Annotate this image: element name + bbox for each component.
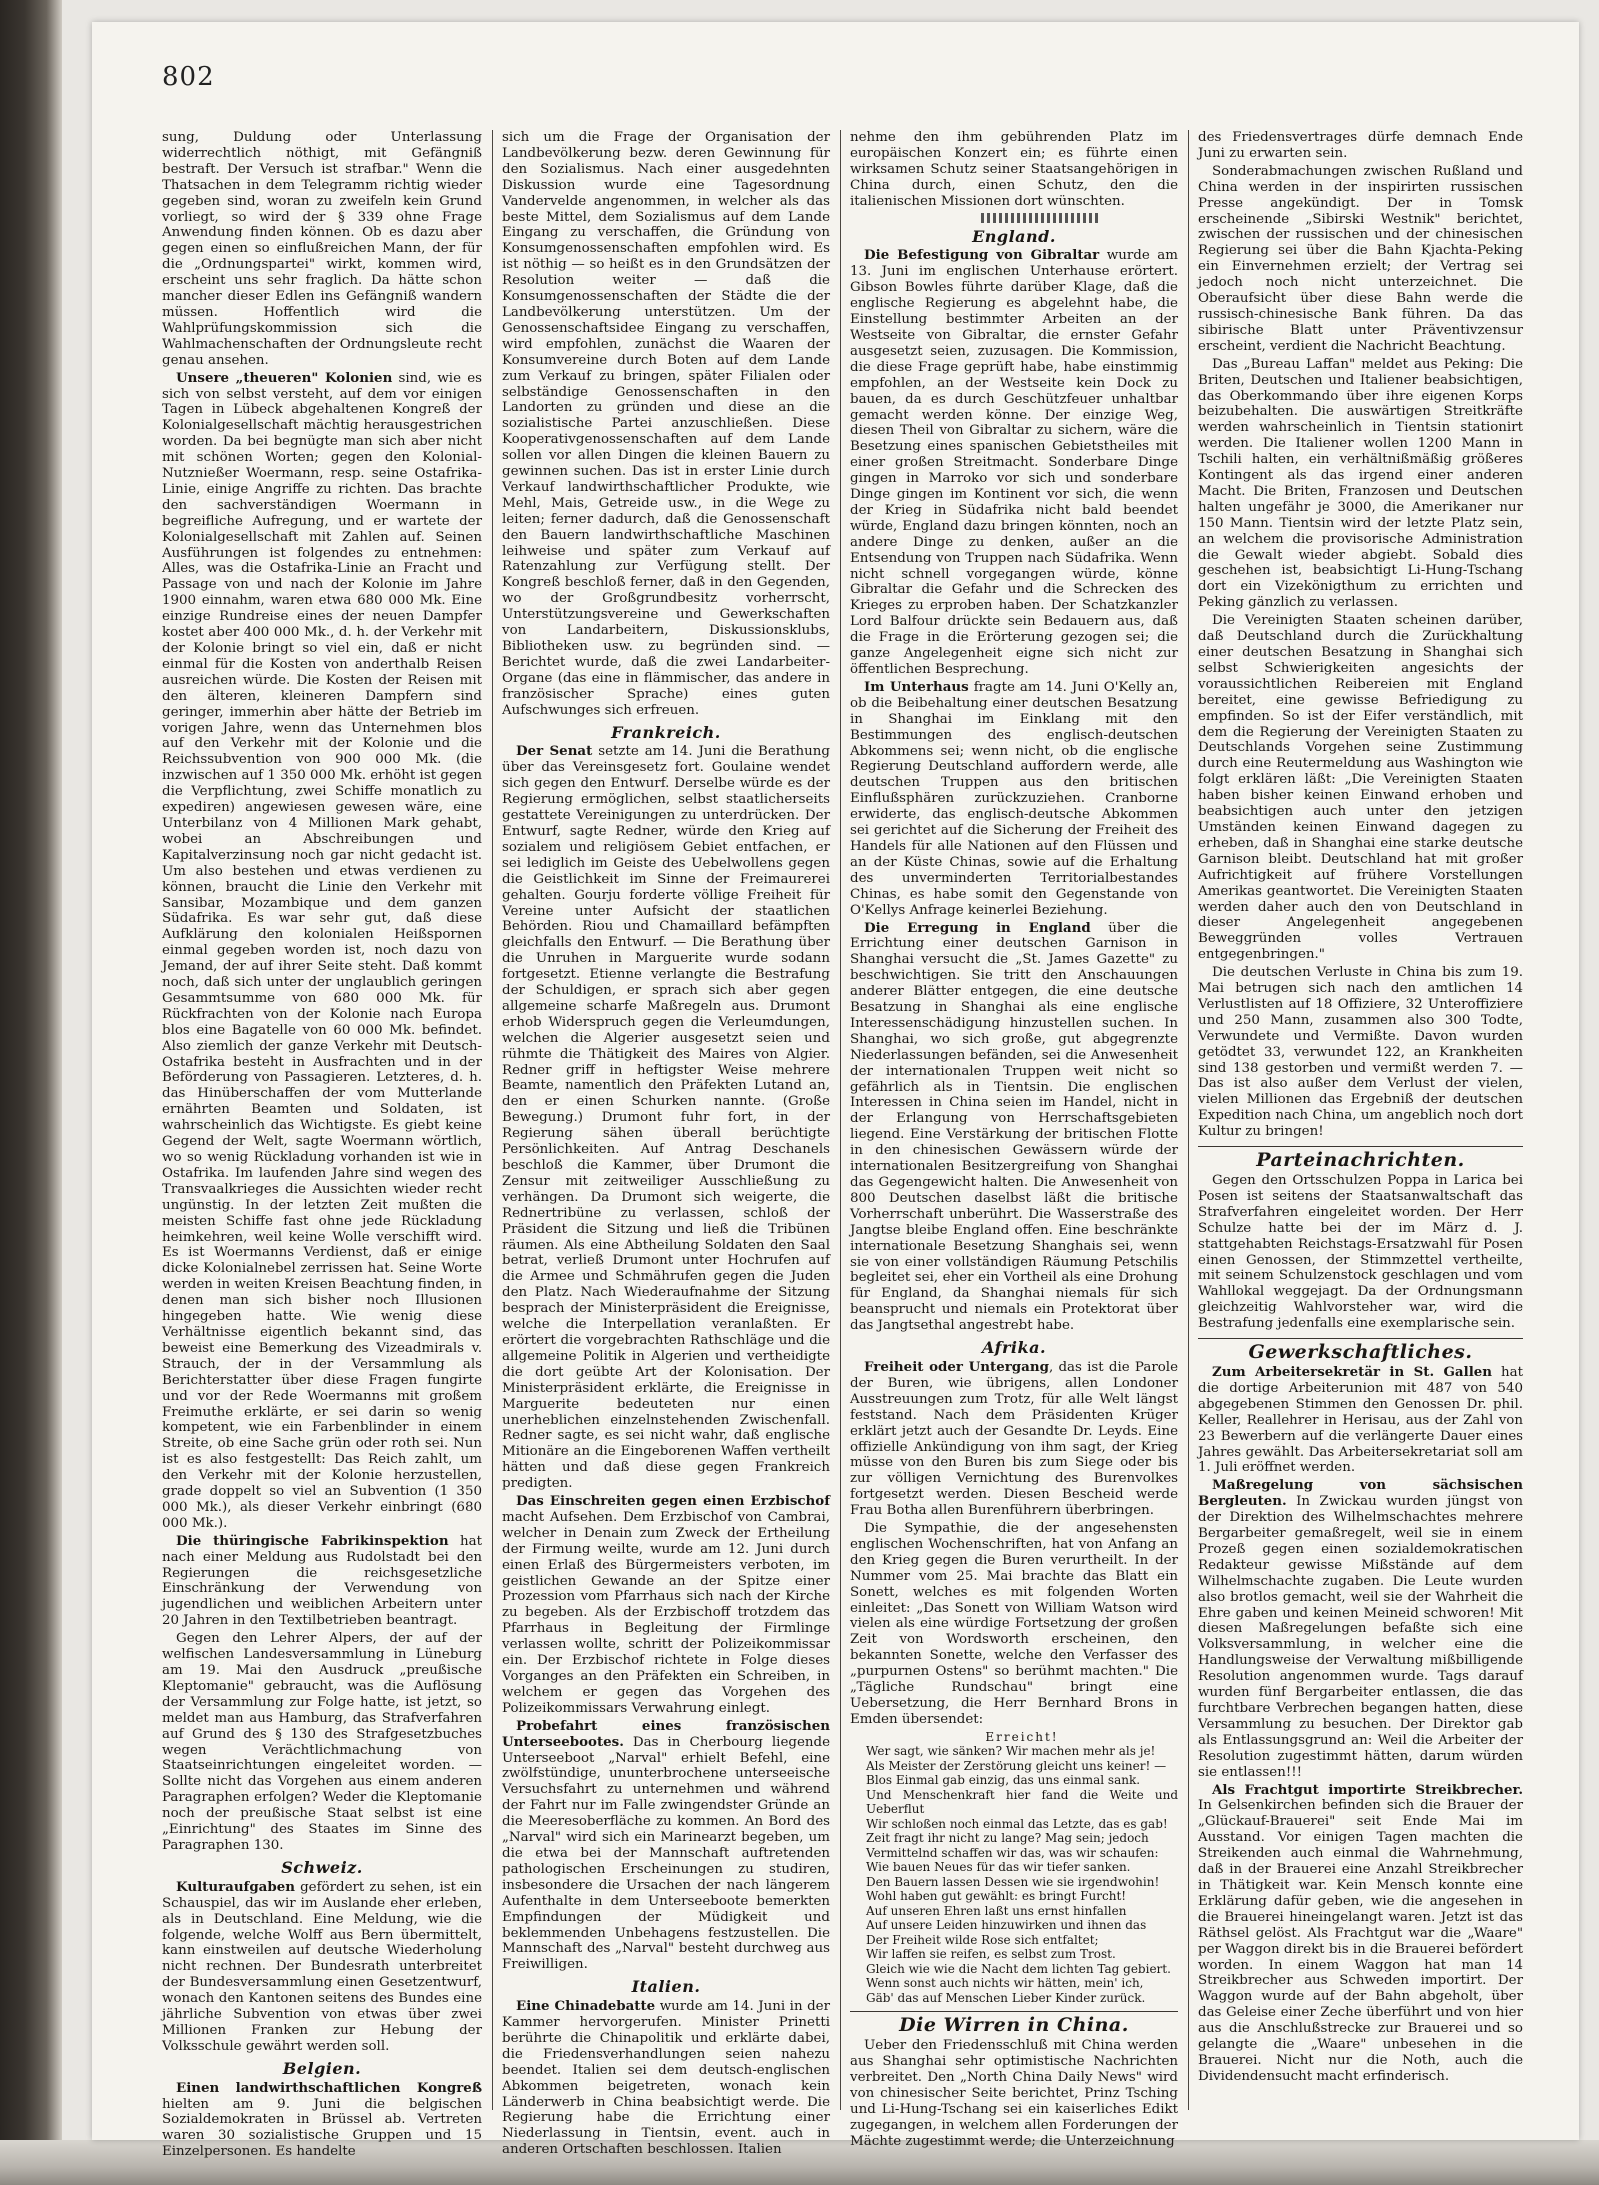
- paragraph-text: Die Vereinigten Staaten scheinen darüber, daß Deutschland durch die Zurückhaltung einer deutschen Besatzung in Shanghai sich selbst Schwierigkeiten angesichts der voraussichtlichen Reibereien mit England bereitet, eine gewisse Befriedigung zu empfinden. So ist der Eifer verständlich, mit dem die Regierung der Vereinigten Staaten zu Deutschlands Vorgehen seine Zustimmung durch eine Reutermeldung aus Washington wie folgt erklären läßt: „Die Vereinigten Staaten haben bisher keinen Einwand erhoben und beabsichtigen auch unter den jetzigen Umständen keinen Einwand dagegen zu erheben, daß in Shanghai eine starke deutsche Garnison bleibt. Deutschland hat mit großer Aufrichtigkeit auf frühere Vorstellungen Amerikas geantwortet. Die Vereinigten Staaten werden daher auch den von Deutschland in dieser Angelegenheit angegebenen Beweggründen volles Vertrauen entgegenbringen.": [1198, 613, 1523, 963]
- article-lead: Zum Arbeitersekretär in St. Gallen: [1212, 1363, 1493, 1380]
- paragraph-text: Das in Cherbourg liegende Unterseeboot „Narval" erhielt Befehl, eine zwölfstündige, ununterbrochene unterseeische Versuchsfahrt zu unternehmen und während der Fahrt nur im Falle zwingendster Gründe an die Meeresoberfläche zu kommen. An Bord des „Narval" wird sich ein Marinearzt begeben, um die etwa bei der Mannschaft auftretenden pathologischen Erscheinungen zu studiren, insbesondere die Ursachen der nach längerem Aufenthalte in dem Unterseeboote bemerkten Empfindungen der Müdigkeit und beklemmenden Unbehagens festzustellen. Die Mannschaft des „Narval" besteht durchweg aus Freiwilligen.: [502, 1734, 830, 1973]
- paragraph: [162, 2081, 482, 2161]
- section-heading: Die Wirren in China.: [899, 2014, 1129, 2037]
- paragraph: [502, 130, 830, 719]
- paragraph-text: macht Aufsehen. Dem Erzbischof von Cambrai, welcher in Denain zum Zweck der Ertheilung der Firmung weilte, wurde am 12. Juni durch einen Erlaß des Bürgermeisters verboten, im geistlichen Gewande an der Spitze einer Prozession vom Pfarrhaus sich nach der Kirche zu begeben. Als der Erzbischoff trotzdem das Pfarrhaus in Begleitung der Firmlinge verlassen wollte, schritt der Polizeikommissar ein. Der Erzbischof richtete in Folge dieses Vorganges an den Präfekten ein Schreiben, in welchem er gegen das Vorgehen des Polizeikommissars Verwahrung einlegt.: [502, 1509, 830, 1716]
- paragraph: [1198, 164, 1523, 355]
- poem-line: Wer sagt, wie sänken? Wir machen mehr als je!: [866, 1744, 1156, 1759]
- paragraph-text: gefördert zu sehen, ist ein Schauspiel, das wir im Auslande eher erleben, als in Deutschland. Eine Meldung, wie die folgende, welche Wolff aus Bern übermittelt, kann einstweilen auf deutsche Wiederholung nicht rechnen. Der Bundesrath unterbreitet der Bundesversammlung einen Gesetzentwurf, wonach den Kantonen seitens des Bundes eine jährliche Subvention von etwas über zwei Millionen Franken zur Hebung der Volksschule gewährt werden soll.: [162, 1879, 482, 2054]
- paragraph-text: Gegen den Ortsschulzen Poppa in Larica bei Posen ist seitens der Staatsanwaltschaft das Strafverfahren eingeleitet worden. Der Herr Schulze hatte bei der im März d. J. stattgehabten Reichstags-Ersatzwahl für Posen einen Genossen, der Stimmzettel vertheilte, mit seinem Schulzenstock geschlagen und vom Wahllokal weggejagt. Da der Ordnungsmann gleichzeitig Wahlvorsteher war, wird die Bestrafung jedenfalls eine exemplarische sein.: [1198, 1173, 1523, 1332]
- newspaper-page: [92, 22, 1579, 2160]
- paragraph-text: Ueber den Friedensschluß mit China werden aus Shanghai sehr optimistische Nachrichten verbreitet. Den „North China Daily News" wird von chinesischer Seite berichtet, Prinz Tsching und Li-Hung-Tschang sei ein kaiserliches Edikt zugegangen, in welchem allen Forderungen der Mächte zugestimmt werde; die Unterzeichnung: [850, 2038, 1178, 2149]
- paragraph-text: über die Errichtung einer deutschen Garnison in Shanghai versucht die „St. James Gazette" zu beschwichtigen. Sie tritt den Anschauungen anderer Blätter entgegen, die eine deutsche Besatzung in Shanghai als eine englische Interessenschädigung hinzustellen suchen. In Shanghai, wo sich große, gut abgegrenzte Niederlassungen befänden, sei die Anwesenheit der internationalen Truppen weit nicht so gefährlich als in Tientsin. Die englischen Interessen in China seien im Handel, nicht in der Erlangung von Herrschaftsgebieten liegend. Eine Verstärkung der britischen Flotte in den chinesischen Gewässern würde der internationalen Besitzergreifung von Shanghai das Gegengewicht halten. Die Anwesenheit von 800 Deutschen daselbst läßt die britische Vorherrschaft unberührt. Die Wasserstraße des Jangtse bleibe England offen. Eine beschränkte internationale Besetzung Shanghais sei, wenn sie von einer vollständigen Räumung Petschilis begleitet sei, eher ein Vortheil als eine Drohung für England, da Shanghai niemals für sich beansprucht und niemals ein Protektorat über das Jangtsethal angestrebt habe.: [850, 920, 1178, 1334]
- column-rule: [492, 130, 493, 2110]
- page-number: 802: [162, 62, 215, 92]
- poem-line: Wohl haben gut gewählt: es bringt Furcht!: [866, 1889, 1127, 1904]
- ornament-rule: [981, 213, 1101, 223]
- poem-line: Wir laffen sie reifen, es selbst zum Trost.: [866, 1947, 1116, 1962]
- paragraph-text: des Friedensvertrages dürfe demnach Ende Juni zu erwarten sein.: [1198, 130, 1523, 161]
- article-lead: Das Einschreiten gegen einen Erzbischof: [516, 1493, 830, 1510]
- paragraph-text: In Gelsenkirchen befinden sich die Brauer der „Glückauf-Brauerei" seit Ende Mai im Ausstand. Vor einigen Tagen machten die Streikenden auch einmal die Wahrnehmung, daß in der Brauerei eine Anzahl Streikbrecher in Thätigkeit war. Kein Mensch konnte eine Erklärung dafür geben, wie die angesehen in die Brauerei hineingelangt waren. Jetzt ist das Räthsel gelöst. Als Frachtgut war die „Waare" per Waggon direkt bis in die Brauerei befördert worden. In einem Waggon hat man 14 Streikbrecher aus Schweden importirt. Der Waggon wurde auf der Bahn abgeholt, über das Geleise einer Zeche überführt und von hier aus die Anschlußstrecke zur Brauerei und so gelangte die „Waare" unbesehen in die Brauerei. Nicht nur die Noth, auch die Dividendensucht macht erfinderisch.: [1198, 1798, 1523, 2084]
- paragraph: [502, 1999, 830, 2158]
- article-lead: Kulturaufgaben: [176, 1878, 295, 1895]
- poem-line: Und Menschenkraft hier fand die Weite und Ueberflut: [866, 1787, 1178, 1817]
- section-divider: [1198, 1146, 1523, 1147]
- article-lead: Unsere „theueren" Kolonien: [176, 369, 393, 386]
- column-4: [1198, 130, 1523, 2110]
- article-lead: Als Frachtgut importirte Streikbrecher.: [1212, 1781, 1523, 1798]
- paragraph: [162, 130, 482, 369]
- paragraph: [1198, 1783, 1523, 2085]
- article-lead: Einen landwirthschaftlichen Kongreß: [176, 2079, 482, 2096]
- poem-line: Der Freiheit wilde Rose sich entfaltet;: [866, 1932, 1099, 1947]
- paragraph: [850, 2038, 1178, 2149]
- paragraph-text: , das ist die Parole der Buren, wie übrigens, allen Londoner Ausstreuungen zum Trotz, für alle Welt längst feststand. Nach dem Präsidenten Krüger erklärt jetzt auch der Gesandte Dr. Leyds. Eine offizielle Ankündigung von ihm sagt, der Krieg müsse von den Buren bis zum Siege oder bis zur völligen Vernichtung des Burenvolkes fortgesetzt werden. Diesen Bescheid werde Frau Botha allen Burenführern überbringen.: [850, 1359, 1178, 1519]
- paragraph-text: hielten am 9. Juni die belgischen Sozialdemokraten in Brüssel ab. Vertreten waren 30 sozialistische Gruppen und 15 Einzelpersonen. Es handelte: [162, 2096, 482, 2160]
- column-rule: [1188, 130, 1189, 2110]
- poem-line: Gäb' das auf Menschen Lieber Kinder zurück.: [866, 1990, 1146, 2005]
- poem-line: Wir schloßen noch einmal das Letzte, das es gab!: [866, 1816, 1168, 1831]
- paragraph-text: Das „Bureau Laffan" meldet aus Peking: Die Briten, Deutschen und Italiener beabsichtigen, das Oberkommando über ihre eigenen Korps beizubehalten. Die auswärtigen Streitkräfte werden wahrscheinlich in Tientsin stationirt werden. Die Italiener wollen 1200 Mann in Tschili halten, ein verhältnißmäßig größeres Kontingent als das irgend einer anderen Macht. Die Briten, Franzosen und Deutschen halten ungefähr je 3000, die Amerikaner nur 150 Mann. Tientsin wird der letzte Platz sein, an welchem die provisorische Administration die Gewalt wieder abgiebt. Sobald dies geschehen ist, beabsichtigt Li-Hung-Tschang dort ein Vizekönigthum zu errichten und Peking gänzlich zu verlassen.: [1198, 356, 1523, 611]
- paragraph-text: sind, wie es sich von selbst versteht, auf dem vor einigen Tagen in Lübeck abgehaltenen Kongreß der Kolonialgesellschaft mächtig herausgestrichen worden. Da bei begnügte man sich aber nicht mit schönen Worten; gegen den Kolonial-Nutznießer Woermann, resp. seine Ostafrika-Linie, einige Angriffe zu richten. Das brachte den sachverständigen Woermann in begreifliche Aufregung, und er wartete der Kolonialgesellschaft mit Zahlen auf. Seinen Ausführungen ist folgendes zu entnehmen: Alles, was die Ostafrika-Linie an Fracht und Passage von und nach der Kolonie im Jahre 1900 einnahm, waren etwa 680 000 Mk. Eine einzige Rundreise eines der neuen Dampfer kostet aber 400 000 Mk., d. h. der Verkehr mit der Kolonie bringt so viel ein, daß er nicht einmal für die Kosten von anderthalb Reisen ausreichen würde. Die Kosten der Reisen mit den älteren, kleineren Dampfern sind geringer, immerhin aber hätte der Betrieb im vorigen Jahre, wenn das Unternehmen blos auf den Verkehr mit der Kolonie und die Reichssubvention von 900 000 Mk. (die inzwischen auf 1 350 000 Mk. erhöht ist gegen die Verpflichtung, zwei Schiffe monatlich zu expediren) angewiesen gewesen wäre, eine Unterbilanz von 4 Millionen Mark gehabt, wobei an Abschreibungen und Kapitalverzinsung noch gar nicht gedacht ist. Um also bestehen und etwas verdienen zu können, braucht die Linie den Verkehr mit Sansibar, Mozambique und dem ganzen Südafrika. Es war sehr gut, daß diese Aufklärung den kolonialen Heißspornen einmal gegeben worden ist, noch dazu von Jemand, der auf ihrer Seite steht. Daß kommt noch, daß sich unter der unglaublich geringen Gesammtsumme von 680 000 Mk. für Rückfrachten von der Kolonie nach Europa blos eine Bagatelle von 60 000 Mk. befindet. Also ziemlich der ganze Verkehr mit Deutsch-Ostafrika besteht in Ausfrachten und in der Beförderung von Passagieren. Letzteres, d. h. das Hinüberschaffen der vom Mutterlande ernährten Beamten und Soldaten, ist wahrscheinlich das Wichtigste. Es giebt keine Gegend der Welt, sagte Woermann wörtlich, wo so wenig Rückladung vorhanden ist wie in Ostafrika. Im laufenden Jahre sind wegen des Transvaalkrieges die Aussichten wieder recht ungünstig. In der letzten Zeit mußten die meisten Schiffe fast ohne jede Rückladung heimkehren, weil keine Wolle verschifft wird. Es ist Woermanns Verdienst, daß er einige dicke Kolonialnebel zerrissen hat. Seine Worte werden in weiten Kreisen Beachtung finden, in denen man sich bisher noch Illusionen hingegeben hatte. Wie wenig diese Verhältnisse eigentlich bekannt sind, das beweist eine Bemerkung des Vizeadmirals v. Strauch, der in der Versammlung als Berichterstatter über diese Fragen fungirte und vor der Rede Woermanns mit großem Freimuthe erklärte, er sei darin so wenig kompetent, wie ein Farbenblinder in einem Streite, ob eine Sache grün oder roth sei. Nun ist es also festgestellt: Das Reich zahlt, um den Verkehr mit der Kolonie herzustellen, grade doppelt so viel an Subvention (1 350 000 Mk.), als dieser Verkehr einbringt (680 000 Mk.).: [162, 370, 483, 1531]
- paragraph-text: Die Sympathie, die der angesehensten englischen Wochenschriften, hat von Anfang an den Krieg gegen die Buren verurtheilt. In der Nummer vom 25. Mai brachte das Blatt ein Sonett, welches es mit folgenden Worten einleitet: „Das Sonett von William Watson wird vielen als eine würdige Fortsetzung der großen Zeit von Wordsworth erscheinen, den bekannten Sonette, welche den Verfasser des „purpurnen Ostens" so berühmt machten." Die „Tägliche Rundschau" bringt eine Uebersetzung, die Herr Bernhard Brons in Emden übersendet:: [850, 1521, 1178, 1727]
- paragraph: [850, 680, 1178, 919]
- paragraph-text: hat nach einer Meldung aus Rudolstadt bei den Regierungen die reichsgesetzliche Einschränkung der Verwendung von jugendlichen und weiblichen Arbeitern unter 20 Jahren in den Textilbetrieben beantragt.: [162, 1533, 483, 1629]
- paragraph: [502, 744, 830, 1492]
- poem-line: Wenn sonst auch nichts wir hätten, mein' ich,: [866, 1976, 1144, 1991]
- article-lead: Eine Chinadebatte: [516, 1998, 656, 2015]
- paragraph: [1198, 1365, 1523, 1476]
- column-1: [162, 130, 483, 2160]
- paragraph-text: Gegen den Lehrer Alpers, der auf der welfischen Landesversammlung in Lüneburg am 19. Mai den Ausdruck „preußische Kleptomanie" gebraucht, was die Auflösung der Versammlung zur Folge hatte, ist jetzt, so meldet man aus Hamburg, das Strafverfahren auf Grund des § 130 des Strafgesetzbuches wegen Verächtlichmachung von Staatseinrichtungen eingeleitet worden. — Sollte nicht das Vorgehen aus einem anderen Paragraphen erfolgen? Weder die Kleptomanie noch der preußische Staat selbst ist eine „Einrichtung" des Staates im Sinne des Paragraphen 130.: [162, 1631, 482, 1853]
- poem: [850, 1730, 1178, 2006]
- paragraph: [850, 130, 1178, 210]
- paragraph-text: wurde am 13. Juni im englischen Unterhause erörtert. Gibson Bowles führte darüber Klage, daß die englische Regierung es abgelehnt habe, die Einstellung bestimmter Arbeiten an der Westseite von Gibraltar, die ernster Gefahr ausgesetzt seien, zuzusagen. Die Kommission, die diese Frage geprüft habe, habe einstimmig empfohlen, an der Westseite kein Dock zu bauen, da es durch Geschützfeuer unhaltbar gemacht werden könne. Der einzige Weg, diesen Theil von Gibraltar zu sichern, wäre die Besetzung eines spanischen Gebietstheiles mit einer großen Streitmacht. Sonderbare Dinge gingen in Marroko vor sich und sonderbare Dinge gingen im Kontinent vor sich, die wenn der Krieg in Südafrika nicht bald beendet würde, England dazu bringen könnten, noch an andere Dinge zu denken, außer an die Entsendung von Truppen nach Südafrika. Wenn nicht schnell vorgegangen würde, könne Gibraltar die Gefahr und die Schrecken des Krieges zu erproben haben. Der Schatzkanzler Lord Balfour drückte sein Bedauern aus, daß die Frage in die Erörterung gezogen sei; die ganze Angelegenheit eigne sich nicht zur öffentlichen Besprechung.: [850, 248, 1178, 677]
- poem-line: Auf unsere Leiden hinzuwirken und ihnen das: [866, 1918, 1147, 1933]
- article-lead: Im Unterhaus: [864, 678, 969, 695]
- section-heading: England.: [972, 226, 1056, 246]
- paragraph: [850, 1360, 1178, 1519]
- paragraph: [1198, 965, 1523, 1140]
- paragraph: [162, 1534, 482, 1629]
- section-heading: Belgien.: [282, 2058, 362, 2078]
- section-heading: Italien.: [631, 1977, 701, 1997]
- paragraph: [162, 371, 482, 1532]
- section-heading: Afrika.: [981, 1338, 1047, 1358]
- paragraph-text: fragte am 14. Juni O'Kelly an, ob die Beibehaltung einer deutschen Besatzung in Shanghai im Einklang mit den Bestimmungen des englisch-deutschen Abkommens sei; wenn nicht, ob die englische Regierung Deutschland auffordern werde, alle deutschen Truppen aus den britischen Einflußsphären zurückzuziehen. Cranborne erwiderte, das englisch-deutsche Abkommen sei gerichtet auf die Sicherung der Freiheit des Handels für alle Nationen auf den Flüssen und an der Küste Chinas, sowie auf die Erhaltung des unverminderten Territorialbestandes Chinas, es habe somit den Gegenstande von O'Kellys Anfrage keinerlei Beziehung.: [850, 679, 1178, 918]
- poem-line: Wie bauen Neues für das wir tiefer sanken.: [866, 1860, 1131, 1875]
- section-heading: Gewerkschaftliches.: [1248, 1341, 1473, 1364]
- paragraph-text: setzte am 14. Juni die Berathung über das Vereinsgesetz fort. Goulaine wendet sich gegen den Entwurf. Derselbe würde es der Regierung ermöglichen, selbst staatlicherseits gestattete Vereinigungen zu unterdrücken. Der Entwurf, sagte Redner, würde den Krieg auf sozialem und religiösem Gebiet entfachen, er sei lediglich im Geiste des Uebelwollens gegen die Geistlichkeit im Sinne der Freimaurerei gehalten. Gourju forderte völlige Freiheit für Vereine unter Aufsicht der staatlichen Behörden. Riou und Chamaillard befämpften gleichfalls den Entwurf. — Die Berathung über die Unruhen in Marguerite wurde sodann fortgesetzt. Etienne verlangte die Bestrafung der Schuldigen, er sprach sich aber gegen allgemeine scharfe Maßregeln aus. Drumont erhob Widerspruch gegen die Verleumdungen, welchen die Algerier ausgesetzt seien und rühmte die Thätigkeit des Maires von Algier. Redner griff in heftigster Weise mehrere Beamte, namentlich den Präfekten Lutand an, den er einen Schurken nannte. (Große Bewegung.) Drumont fuhr fort, in der Regierung sähen überall berüchtigte Persönlichkeiten. Auf Antrag Deschanels beschloß die Kammer, über Drumont die Zensur mit zeitweiliger Ausschließung zu verhängen. Da Drumont sich weigerte, die Rednertribüne zu verlassen, schloß der Präsident die Sitzung und ließ die Tribünen räumen. Als eine Abtheilung Soldaten den Saal betrat, verließ Drumont unter Hochrufen auf die Armee und Schmährufen gegen die Juden den Platz. Nach Wiederaufnahme der Sitzung besprach der Ministerpräsident die Ereignisse, welche die Interpellation veranlaßten. Er erörtert die vorgebrachten Rathschläge und die allgemeine Politik in Algerien und vertheidigte die dort geübte Art der Kolonisation. Der Ministerpräsident erklärte, die Ereignisse in Marguerite bedeuteten nur einen unerheblichen einzelnstehenden Zwischenfall. Redner sagte, es sei nicht wahr, daß englische Mitionäre an die Eingeborenen Waffen vertheilt hätten und daß diese gegen Frankreich predigten.: [502, 744, 830, 1492]
- article-lead: Probefahrt eines französischen Unterseebootes.: [502, 1717, 830, 1750]
- paragraph: [162, 1880, 482, 2055]
- column-3: [850, 130, 1178, 2149]
- poem-title: Erreicht!: [985, 1729, 1059, 1744]
- paragraph: [1198, 130, 1523, 162]
- paragraph: [1198, 613, 1523, 963]
- section-divider: [1198, 1338, 1523, 1339]
- article-lead: Die Erregung in England: [864, 919, 1091, 936]
- article-lead: Freiheit oder Untergang: [864, 1358, 1049, 1375]
- poem-line: Auf unseren Ehren laßt uns ernst hinfallen: [866, 1903, 1127, 1918]
- poem-line: Vermittelnd schaffen wir das, was wir schaufen:: [866, 1845, 1159, 1860]
- paragraph: [162, 1631, 482, 1854]
- paragraph-text: Die deutschen Verluste in China bis zum 19. Mai betrugen sich nach den amtlichen 14 Verlustlisten auf 18 Offiziere, 32 Unteroffiziere und 250 Mann, zusammen also 300 Todte, Verwundete und Vermißte. Davon wurden getödtet 33, verwundet 122, an Krankheiten sind 138 gestorben und vermißt werden 7. — Das ist also außer dem Verlust der vielen, vielen Millionen das Ergebniß der deutschen Expedition nach China, um angeblich noch dort Kultur zu bringen!: [1198, 965, 1523, 1140]
- column-rule: [840, 130, 841, 2110]
- poem-line: Zeit fragt ihr nicht zu lange? Mag sein; jedoch: [866, 1831, 1149, 1846]
- paragraph-text: In Zwickau wurden jüngst von der Direktion des Wilhelmschachtes mehrere Bergarbeiter gemaßregelt, weil sie in einem Prozeß gegen einen sozialdemokratischen Redakteur gewisse Mißstände auf dem Wilhelmschachte zugaben. Die Leute wurden also brotlos gemacht, weil sie der Wahrheit die Ehre gaben und keinen Meineid schworen! Mit diesen Maßregelungen befaßte sich eine Volksversammlung, in welcher eine die Handlungsweise der Verwaltung mißbilligende Resolution angenommen wurde. Tags darauf wurden fünf Bergarbeiter entlassen, die das furchtbare Verbrechen begangen hatten, diese Versammlung zu besuchen. Der Direktor gab als Entlassungsgrund an: Weil die Arbeiter der Resolution zugestimmt hätten, darum würden sie entlassen!!!: [1198, 1494, 1523, 1780]
- paragraph-text: sung, Duldung oder Unterlassung widerrechtlich nöthigt, mit Gefängniß bestraft. Der Versuch ist strafbar." Wenn die Thatsachen in dem Telegramm richtig wieder gegeben sind, woran zu zweifeln kein Grund vorliegt, so wird der § 339 ohne Frage Anwendung finden können. Ob es dazu aber gegen einen so einflußreichen Mann, der für die „Ordnungspartei" wirkt, kommen wird, erscheint uns sehr fraglich. Da hätte schon mancher dieser Edlen ins Gefängniß wandern müssen. Hoffentlich wird die Wahlprüfungskommission sich die Wahlmachenschaften der Ordnungsleute recht genau ansehen.: [162, 130, 482, 368]
- paragraph-text: nehme den ihm gebührenden Platz im europäischen Konzert ein; es führte einen wirksamen Schutz seiner Staatsangehörigen in China durch, einen Schutz, den die italienischen Missionen dort wünschten.: [850, 130, 1178, 209]
- paragraph-text: sich um die Frage der Organisation der Landbevölkerung bezw. deren Gewinnung für den Sozialismus. Nach einer ausgedehnten Diskussion wurde eine Tagesordnung Vandervelde angenommen, in welcher als das beste Mittel, dem Sozialismus auf dem Lande Eingang zu verschaffen, die Gründung von Konsumgenossenschaften empfohlen wird. Es ist nöthig — so heißt es in den Grundsätzen der Resolution weiter — daß die Konsumgenossenschaften der Städte die der Landbevölkerung unterstützen. Um der Genossenschaftsidee Eingang zu verschaffen, wird empfohlen, zunächst die Waaren der Konsumvereine durch Boten auf dem Lande zum Verkauf zu bringen, später Filialen oder selbständige Genossenschaften in den Landorten zu gründen und diese an die sozialistische Partei anzuschließen. Diese Kooperativgenossenschaften auf dem Lande sollen vor allen Dingen die kleinen Bauern zu gewinnen suchen. Das ist in erster Linie durch Verkauf landwirthschaftlicher Produkte, wie Mehl, Mais, Getreide usw., in die Wege zu leiten; ferner dadurch, daß die Genossenschaft den Bauern landwirthschaftliche Maschinen leihweise und später zum Verkauf auf Ratenzahlung zur Verfügung stellt. Der Kongreß beschloß ferner, daß in den Gegenden, wo der Großgrundbesitz vorherrscht, Unterstützungsvereine und Gewerkschaften von Landarbeitern, Diskussionsklubs, Bibliotheken usw. zu begründen sind. — Berichtet wurde, daß die zwei Landarbeiter-Organe (das eine in flämmischer, das andere in französischer Sprache) eines guten Aufschwunges sich erfreuen.: [502, 130, 830, 718]
- paragraph-text: wurde am 14. Juni in der Kammer hervorgerufen. Minister Prinetti berührte die Chinapolitik und erklärte dabei, die Friedensverhandlungen seien nahezu beendet. Italien sei dem deutsch-englischen Abkommen beigetreten, wonach kein Länderwerb in China beabsichtigt werde. Die Regierung habe die Errichtung einer Niederlassung in Tientsin, event. auch in anderen Ortschaften beschlossen. Italien: [502, 1999, 830, 2158]
- section-divider: [850, 2011, 1178, 2012]
- article-lead: Die Befestigung von Gibraltar: [864, 247, 1100, 264]
- paragraph-text: Sonderabmachungen zwischen Rußland und China werden in der inspirirten russischen Presse angekündigt. Der in Tomsk erscheinende „Sibirski Westnik" berichtet, zwischen der russischen und der chinesischen Regierung sei über die Bahn Kjachta-Peking ein Einvernehmen erzielt; der Vertrag sei jedoch noch nicht unterzeichnet. Die Oberaufsicht über diese Bahn werde die russisch-chinesische Bank führen. Da das sibirische Blatt unter Präventivzensur erscheint, verdient die Nachricht Beachtung.: [1198, 163, 1523, 354]
- paragraph: [1198, 1173, 1523, 1332]
- poem-line: Als Meister der Zerstörung gleicht uns keiner! —: [866, 1758, 1167, 1773]
- paragraph: [502, 1719, 830, 1974]
- paragraph: [850, 1521, 1178, 1728]
- article-lead: Der Senat: [516, 743, 593, 760]
- column-2: [502, 130, 830, 2158]
- scan-binding-edge: [0, 0, 62, 2185]
- paragraph: [1198, 357, 1523, 612]
- article-lead: Maßregelung von sächsischen Bergleuten.: [1198, 1477, 1523, 1510]
- paragraph: [850, 248, 1178, 677]
- poem-line: Den Bauern lassen Dessen wie sie irgendwohin!: [866, 1874, 1160, 1889]
- section-heading: Schweiz.: [281, 1857, 363, 1877]
- section-heading: Parteinachrichten.: [1256, 1149, 1465, 1172]
- paragraph: [1198, 1478, 1523, 1780]
- article-lead: Die thüringische Fabrikinspektion: [176, 1532, 449, 1549]
- section-heading: Frankreich.: [611, 722, 721, 742]
- paragraph-text: hat die dortige Arbeiterunion mit 487 von 540 abgegebenen Stimmen den Genossen Dr. phil. Keller, Reallehrer in Herisau, aus der Zahl von 23 Bewerbern auf die verlängerte Dauer eines Jahres gewählt. Das Arbeitersekretariat soll am 1. Juli eröffnet werden.: [1198, 1364, 1523, 1476]
- poem-line: Gleich wie wie die Nacht dem lichten Tag gebiert.: [866, 1961, 1171, 1976]
- paragraph: [850, 921, 1178, 1335]
- poem-line: Blos Einmal gab einzig, das uns einmal sank.: [866, 1773, 1141, 1788]
- paragraph: [502, 1494, 830, 1717]
